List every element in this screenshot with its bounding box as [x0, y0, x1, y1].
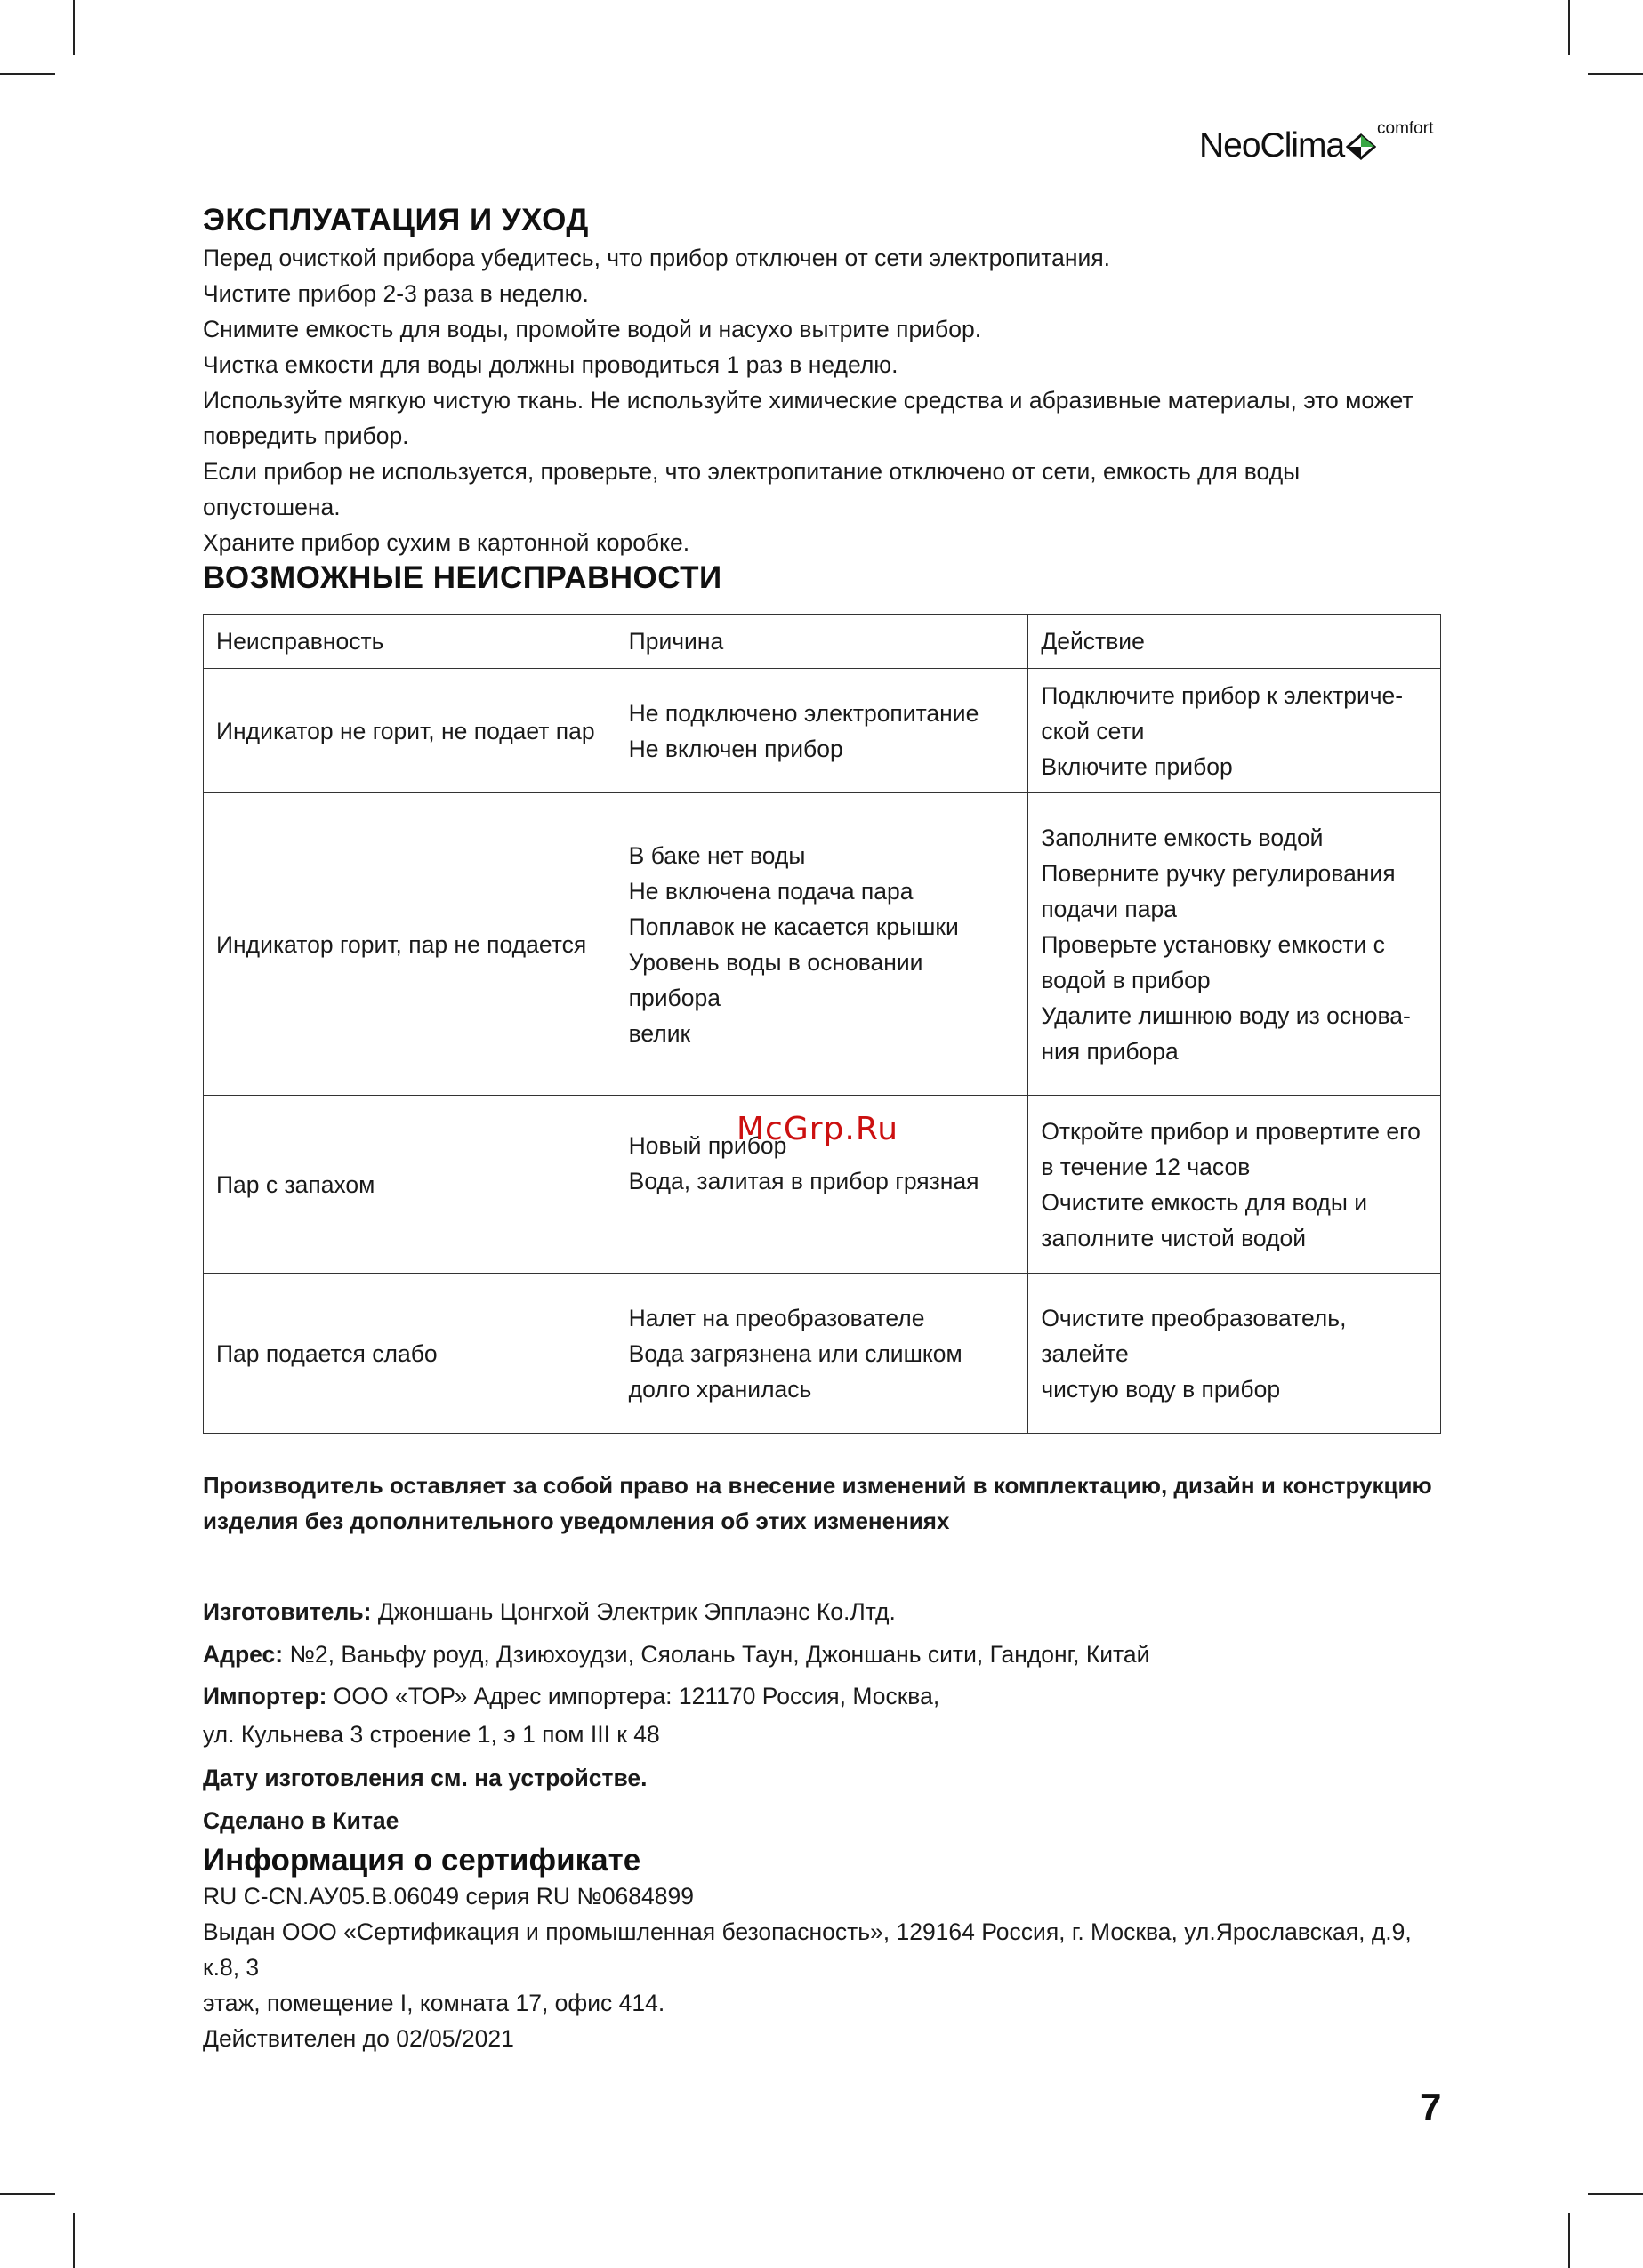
importer-address-line: ул. Кульнева 3 строение 1, э 1 пом III к 48 [203, 1721, 660, 1748]
cause-line: Поплавок не касается крышки [628, 913, 959, 940]
crop-mark [1588, 73, 1643, 75]
faults-title: ВОЗМОЖНЫЕ НЕИСПРАВНОСТИ [203, 560, 722, 595]
table-header-row [204, 615, 1441, 669]
care-line: Чистите прибор 2-3 раза в неделю. [203, 280, 589, 307]
action-line: Откройте прибор и провертите его [1041, 1117, 1421, 1145]
logo-brand: NeoClima [1199, 126, 1345, 165]
notice-block [203, 1468, 1441, 1539]
header-action: Действие [1028, 615, 1441, 669]
table-row [204, 669, 1441, 793]
certificate-line: этаж, помещение I, комната 17, офис 414. [203, 1990, 665, 2016]
care-line: Если прибор не используется, проверьте, что электропитание отключено от сети, емкость для воды опустошена. [203, 458, 1301, 520]
address-value: №2, Ваньфу роуд, Дзиюхоудзи, Сяолань Таун, Джоншань сити, Гандонг, Китай [283, 1641, 1150, 1668]
page-number: 7 [1420, 2086, 1442, 2129]
fault-cell: Пар подается слабо [204, 1274, 616, 1434]
fault-cell: Индикатор не горит, не подает пар [204, 669, 616, 793]
crop-mark [0, 2193, 55, 2195]
cause-line: Вода загрязнена или слишком [628, 1339, 962, 1367]
cause-cell [616, 793, 1028, 1096]
cause-line: Не включена подача пара [628, 877, 914, 905]
action-cell [1028, 793, 1441, 1096]
certificate-line: Действителен до 02/05/2021 [203, 2025, 514, 2052]
action-line: Подключите прибор к электриче- [1041, 681, 1404, 709]
certificate-block [203, 1843, 1441, 2056]
action-line: Удалите лишнюю воду из основа- [1041, 1001, 1411, 1029]
crop-mark [1568, 0, 1570, 55]
action-line: Проверьте установку емкости с [1041, 930, 1385, 958]
action-cell [1028, 1096, 1441, 1274]
table-row [204, 1274, 1441, 1434]
action-line: Заполните емкость водой [1041, 824, 1324, 851]
action-line: заполните чистой водой [1041, 1224, 1307, 1251]
fault-cell: Пар с запахом [204, 1096, 616, 1274]
crop-mark [73, 0, 75, 55]
action-line: ния прибора [1041, 1037, 1179, 1065]
care-line: повредить прибор. [203, 422, 409, 449]
cause-line: В баке нет воды [628, 841, 806, 869]
maker-line [203, 1590, 1441, 1633]
care-line: Используйте мягкую чистую ткань. Не используйте химические средства и абразивные материалы, это может [203, 387, 1413, 414]
certificate-title: Информация о сертификате [203, 1843, 641, 1878]
brand-logo [1199, 119, 1448, 176]
notice-line: изделия без дополнительного уведомления об этих изменениях [203, 1508, 950, 1534]
address-label: Адрес: [203, 1641, 284, 1668]
importer-value: ООО «ТОР» Адрес импортера: 121170 Россия, Москва, [326, 1683, 940, 1709]
action-line: в течение 12 часов [1041, 1153, 1251, 1180]
cause-line: Не подключено электропитание [628, 699, 979, 727]
maker-value: Джоншань Цонгхой Электрик Эпплаэнс Ко.Лтд. [371, 1598, 896, 1625]
importer-line [203, 1676, 1441, 1717]
crop-mark [0, 73, 55, 75]
table-row [204, 793, 1441, 1096]
certificate-line: Выдан ООО «Сертификация и промышленная безопасность», 129164 Россия, г. Москва, ул.Ярославская, д.9, к.8, 3 [203, 1918, 1412, 1981]
action-cell [1028, 1274, 1441, 1434]
fault-cell: Индикатор горит, пар не подается [204, 793, 616, 1096]
cause-line: Уровень воды в основании прибора [628, 948, 923, 1011]
action-line: Включите прибор [1041, 752, 1233, 780]
cause-line: Вода, залитая в прибор грязная [628, 1168, 979, 1194]
care-section [203, 203, 1441, 560]
header-cause: Причина [616, 615, 1028, 669]
cause-line: Новый прибор [628, 1132, 787, 1159]
care-line: Снимите емкость для воды, промойте водой и насухо вытрите прибор. [203, 316, 982, 342]
crop-mark [73, 2213, 75, 2268]
watermark: McGrp.Ru [737, 1111, 899, 1147]
made-in: Сделано в Китае [203, 1807, 399, 1834]
address-line [203, 1633, 1441, 1676]
action-line: чистую воду в прибор [1041, 1375, 1281, 1403]
importer-label: Импортер: [203, 1683, 327, 1709]
cause-line: долго хранилась [628, 1375, 812, 1403]
action-line: Поверните ручку регулирования [1041, 859, 1396, 887]
care-title: ЭКСПЛУАТАЦИЯ И УХОД [203, 203, 589, 237]
logo-diamond-icon [1346, 133, 1376, 160]
action-line: Очистите емкость для воды и [1041, 1188, 1368, 1216]
maker-label: Изготовитель: [203, 1598, 372, 1625]
certificate-line: RU C-CN.АУ05.В.06049 серия RU №0684899 [203, 1883, 694, 1910]
cause-line: велик [628, 1019, 691, 1047]
care-line: Чистка емкости для воды должны проводиться 1 раз в неделю. [203, 351, 898, 378]
cause-cell [616, 669, 1028, 793]
action-line: подачи пара [1041, 895, 1177, 922]
action-cell [1028, 669, 1441, 793]
crop-mark [1588, 2193, 1643, 2195]
care-line: Перед очисткой прибора убедитесь, что прибор отключен от сети электропитания. [203, 245, 1111, 271]
crop-mark [1568, 2213, 1570, 2268]
manufacturer-block [203, 1590, 1441, 1841]
cause-cell [616, 1274, 1028, 1434]
header-fault: Неисправность [204, 615, 616, 669]
cause-line: Не включен прибор [628, 735, 843, 762]
notice-line: Производитель оставляет за собой право на внесение изменений в комплектацию, дизайн и конструкцию [203, 1472, 1432, 1499]
care-line: Храните прибор сухим в картонной коробке. [203, 529, 690, 556]
action-line: Очистите преобразователь, залейте [1041, 1304, 1347, 1367]
logo-sub: comfort [1377, 119, 1434, 138]
date-note: Дату изготовления см. на устройстве. [203, 1765, 648, 1791]
cause-line: Налет на преобразователе [628, 1304, 925, 1331]
faults-table-wrap [203, 614, 1441, 1434]
action-line: ской сети [1041, 717, 1145, 744]
faults-table [203, 614, 1441, 1434]
action-line: водой в прибор [1041, 966, 1211, 993]
faults-section [203, 560, 1441, 596]
